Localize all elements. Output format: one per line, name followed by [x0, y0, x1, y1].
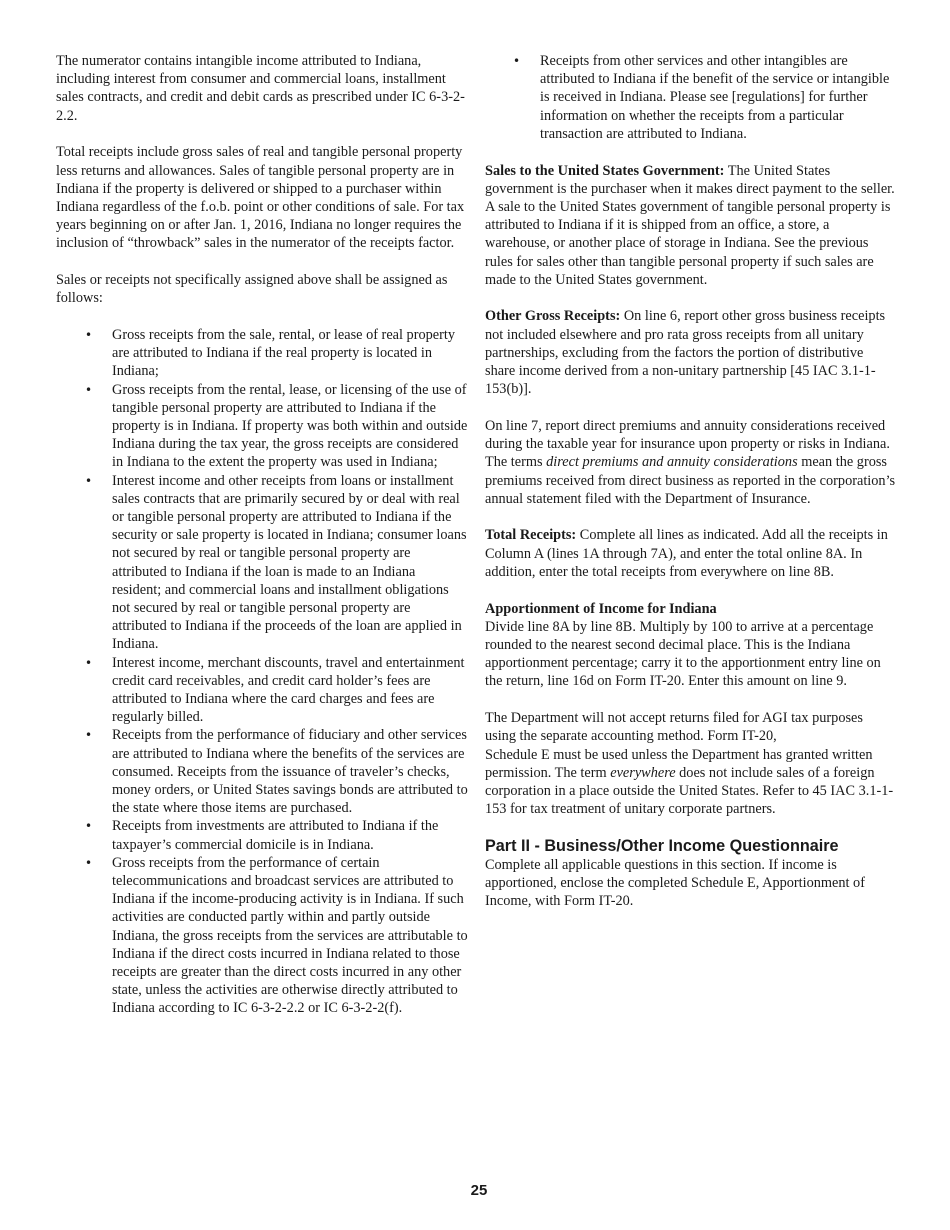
right-column	[485, 52, 897, 929]
total-receipts-text: Complete all lines as indicated. Add all the receipts in Column A (lines 1A through 7A), and enter the total online 8A. In addition, enter the total receipts from everywhere on line 8B.	[485, 527, 888, 580]
line7-text: On line 7, report direct premiums and annuity considerations received during the taxable year for insurance upon property or risks in Indiana. The terms	[485, 417, 890, 471]
assignment-rules-list	[56, 326, 468, 1018]
list-item: • Gross receipts from the sale, rental, or lease of real property are attributed to Indiana if the real property is located in Indiana;	[112, 326, 468, 381]
total-receipts-instructions	[485, 526, 897, 581]
part2-heading: Part II - Business/Other Income Questionnaire	[485, 836, 839, 855]
other-gross-receipts-paragraph	[485, 307, 897, 398]
department-paragraph	[485, 709, 897, 818]
line7-text-cont: mean the gross premiums received from direct business as reported in the corporation’s annual statement filed with the Department of Insurance.	[485, 454, 896, 507]
list-item: • Gross receipts from the performance of certain telecommunications and broadcast services are attributed to Indiana if the income-producing activity is in Indiana. If such activities are conducted partly within and partly outside Indiana, the gross receipts from the services are attributable to Indiana if the direct costs incurred in Indiana related to those receipts are greater than the direct costs incurred in any other state, unless the activities are otherwise directly attributed to Indiana according to IC 6-3-2-2.2 or IC 6-3-2-2(f).	[112, 854, 468, 1018]
us-government-text: The United States government is the purchaser when it makes direct payment to the seller. A sale to the United States government of tangible personal property is attributed to Indiana if it is shipped from an office, a store, a warehouse, or another place of storage in Indiana. See the previous rules for sales other than tangible personal property if such sales are made to the United States government.	[485, 162, 895, 288]
list-item: • Receipts from the performance of fiduciary and other services are attributed to Indiana where the benefits of the services are consumed. Receipts from the issuance of traveler’s checks, money orders, or United States savings bonds are attributed to the state where those items are purchased.	[112, 726, 468, 817]
department-term: everywhere	[610, 764, 676, 781]
total-receipts-label: Total Receipts:	[485, 527, 577, 544]
left-column	[56, 52, 468, 1036]
list-item: • Receipts from investments are attributed to Indiana if the taxpayer’s commercial domicile is in Indiana.	[112, 817, 468, 853]
assignment-intro-paragraph: Sales or receipts not specifically assigned above shall be assigned as follows:	[56, 272, 448, 307]
line7-paragraph	[485, 417, 897, 508]
apportionment-paragraph: Divide line 8A by line 8B. Multiply by 100 to arrive at a percentage rounded to the nearest second decimal place. This is the Indiana apportionment percentage; carry it to the apportionment entry line on the return, line 16d on Form IT-20. Enter this amount on line 9.	[485, 618, 881, 690]
list-item: • Receipts from other services and other intangibles are attributed to Indiana if the benefit of the service or intangible is received in Indiana. Please see [regulations] for further information on whether the receipts from a particular transaction are attributed to Indiana.	[540, 52, 897, 143]
apportionment-heading: Apportionment of Income for Indiana	[485, 600, 717, 617]
total-receipts-paragraph: Total receipts include gross sales of real and tangible personal property less returns and allowances. Sales of tangible personal property are in Indiana if the property is delivered or shipped to a purchaser within Indiana regardless of the f.o.b. point or other conditions of sale. For tax years beginning on or after Jan. 1, 2016, Indiana no longer requires the inclusion of “throwback” sales in the numerator of the receipts factor.	[56, 144, 465, 252]
list-item: • Interest income and other receipts from loans or installment sales contracts that are primarily secured by or deal with real or tangible personal property are attributed to Indiana if the security or sale property is located in Indiana; consumer loans not secured by real or tangible personal property are attributed to Indiana if the loan is made to an Indiana resident; and commercial loans and installment obligations not secured by real or tangible personal property are attributed to Indiana if the proceeds of the loan are applied in Indiana.	[112, 472, 468, 654]
department-text-cont: Schedule E must be used unless the Department has granted written permission. The term	[485, 746, 873, 781]
other-gross-receipts-text: On line 6, report other gross business receipts not included elsewhere and pro rata gross receipts from all unitary partnerships, excluding from the factors the portion of distributive share income derived from a non-unitary partnership [45 IAC 3.1-1-153(b)].	[485, 308, 886, 398]
numerator-paragraph: The numerator contains intangible income attributed to Indiana, including interest from consumer and commercial loans, installment sales contracts, and credit and debit cards as prescribed under IC 6-3-2-2.2.	[56, 53, 465, 124]
line7-term: direct premiums and annuity considerations	[546, 454, 798, 471]
list-item: • Interest income, merchant discounts, travel and entertainment credit card receivables, and credit card holder’s fees are attributed to Indiana where the card charges and fees are regularly billed.	[112, 654, 468, 727]
department-text-end: does not include sales of a foreign corporation in a place outside the United States. Refer to 45 IAC 3.1-1-153 for tax treatment of unitary corporate partners.	[485, 764, 894, 818]
department-text: The Department will not accept returns filed for AGI tax purposes using the separate accounting method. Form IT-20,	[485, 710, 863, 745]
part2-paragraph: Complete all applicable questions in this section. If income is apportioned, enclose the completed Schedule E, Apportionment of Income, with Form IT-20.	[485, 856, 865, 910]
other-gross-receipts-label: Other Gross Receipts:	[485, 308, 621, 325]
page-number: 25	[470, 1182, 488, 1199]
other-services-list	[485, 52, 897, 143]
us-government-label: Sales to the United States Government:	[485, 162, 725, 179]
us-government-paragraph	[485, 162, 897, 289]
list-item: • Gross receipts from the rental, lease, or licensing of the use of tangible personal property are attributed to Indiana if the property is in Indiana. If property was both within and outside Indiana during the tax year, the gross receipts are considered in Indiana to the extent the property was used in Indiana;	[112, 381, 468, 472]
